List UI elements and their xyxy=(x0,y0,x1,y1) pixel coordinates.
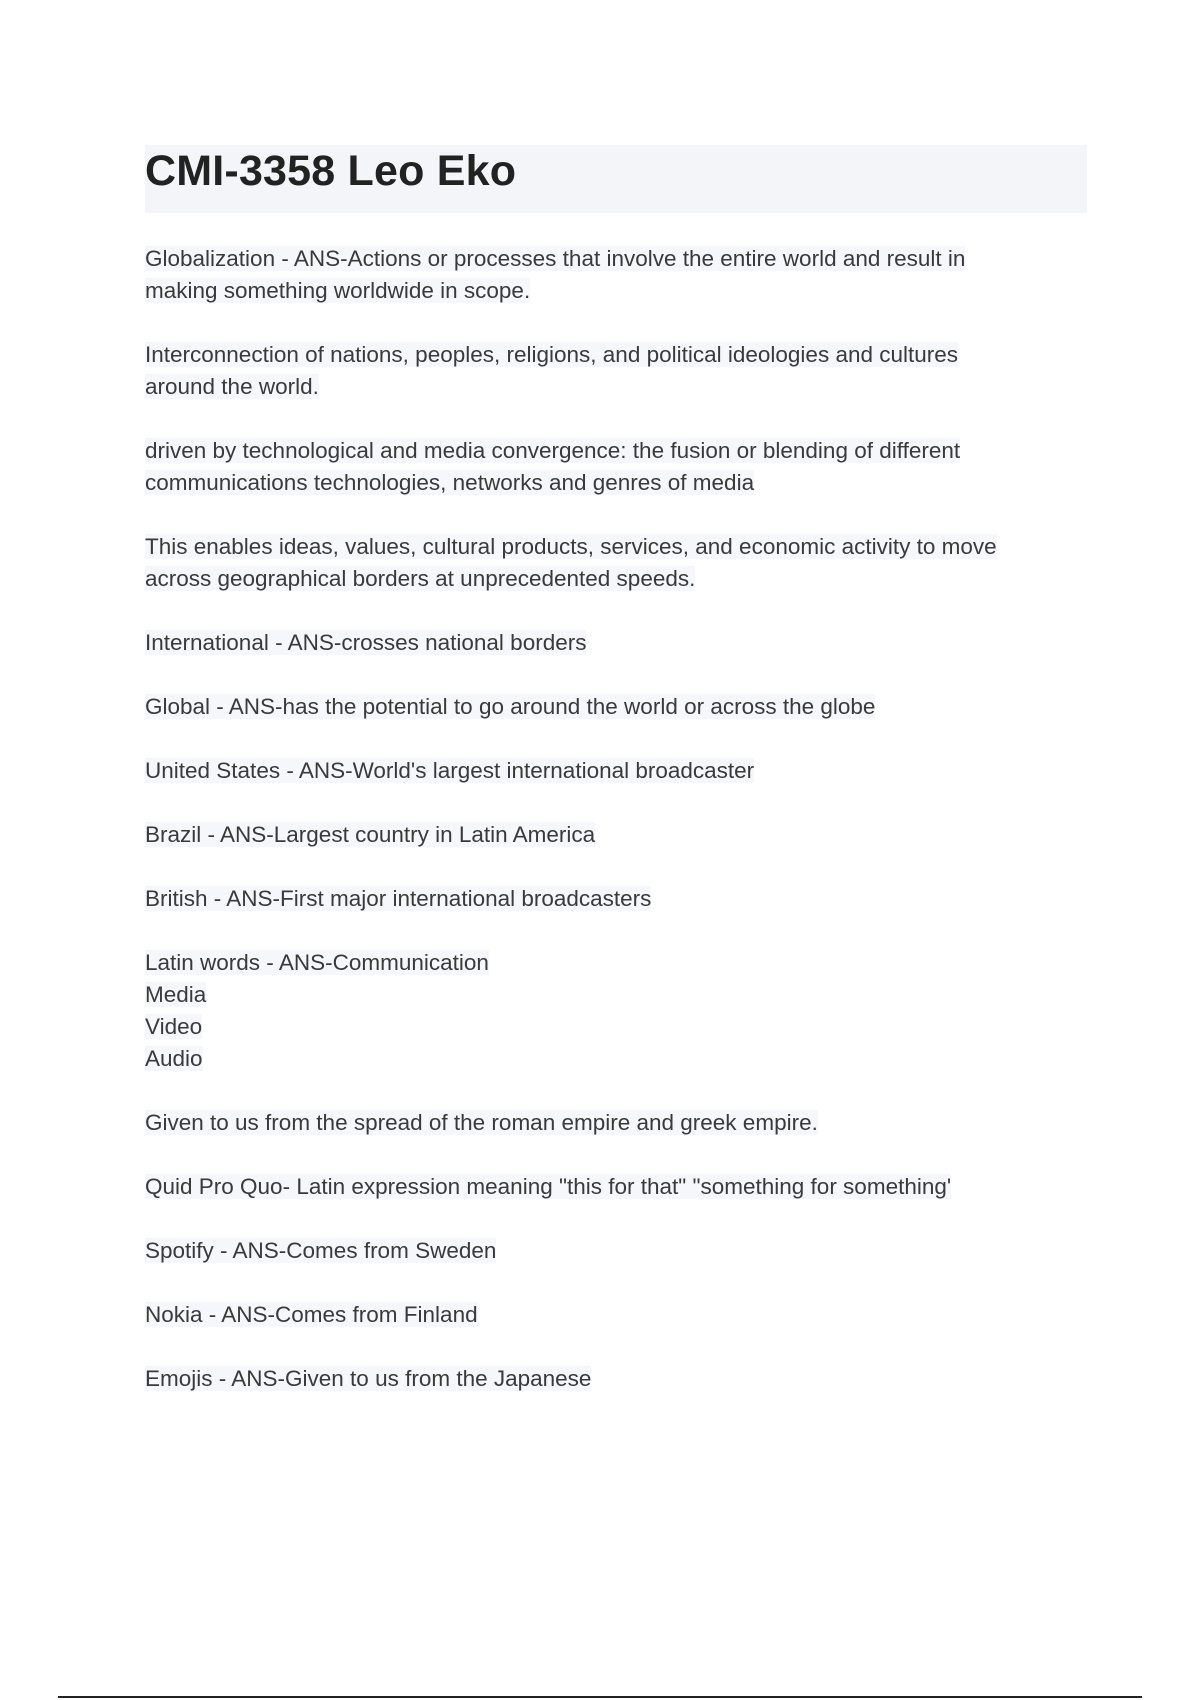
paragraph-line: Emojis - ANS-Given to us from the Japanese xyxy=(145,1366,592,1391)
paragraph-line: United States - ANS-World's largest international broadcaster xyxy=(145,758,755,783)
paragraph-line: Brazil - ANS-Largest country in Latin America xyxy=(145,822,596,847)
paragraph-line: This enables ideas, values, cultural products, services, and economic activity to move xyxy=(145,534,997,559)
paragraph-enables-ideas xyxy=(145,531,1105,595)
paragraph-brazil xyxy=(145,819,1105,851)
document-title: CMI-3358 Leo Eko xyxy=(145,147,517,195)
paragraph-spotify xyxy=(145,1235,1105,1267)
paragraph-emojis xyxy=(145,1363,1105,1395)
paragraph-line: International - ANS-crosses national borders xyxy=(145,630,587,655)
paragraph-roman-greek xyxy=(145,1107,1105,1139)
paragraph-line: Given to us from the spread of the roman empire and greek empire. xyxy=(145,1110,818,1135)
paragraph-line: around the world. xyxy=(145,374,319,399)
paragraph-media-convergence xyxy=(145,435,1105,499)
paragraph-line: Spotify - ANS-Comes from Sweden xyxy=(145,1238,497,1263)
paragraph-line: Globalization - ANS-Actions or processes that involve the entire world and result in xyxy=(145,246,966,271)
paragraph-united-states xyxy=(145,755,1105,787)
footer-divider xyxy=(58,1696,1142,1698)
paragraph-international xyxy=(145,627,1105,659)
paragraph-global xyxy=(145,691,1105,723)
paragraph-british xyxy=(145,883,1105,915)
paragraph-line: Nokia - ANS-Comes from Finland xyxy=(145,1302,478,1327)
paragraph-quid-pro-quo xyxy=(145,1171,1105,1203)
paragraph-line: across geographical borders at unprecedented speeds. xyxy=(145,566,696,591)
paragraph-line: Media xyxy=(145,982,207,1007)
paragraph-line: Global - ANS-has the potential to go around the world or across the globe xyxy=(145,694,876,719)
paragraph-line: making something worldwide in scope. xyxy=(145,278,531,303)
paragraph-latin-words xyxy=(145,947,1105,1075)
paragraph-line: communications technologies, networks and genres of media xyxy=(145,470,755,495)
paragraph-line: Audio xyxy=(145,1046,203,1071)
paragraph-interconnection xyxy=(145,339,1105,403)
paragraph-globalization xyxy=(145,243,1105,307)
paragraph-line: Quid Pro Quo- Latin expression meaning "this for that" "something for something' xyxy=(145,1174,952,1199)
paragraph-line: British - ANS-First major international broadcasters xyxy=(145,886,652,911)
paragraph-line: Latin words - ANS-Communication xyxy=(145,950,489,975)
document-body xyxy=(145,243,1105,1395)
paragraph-nokia xyxy=(145,1299,1105,1331)
paragraph-line: Video xyxy=(145,1014,203,1039)
paragraph-line: Interconnection of nations, peoples, religions, and political ideologies and cultures xyxy=(145,342,959,367)
paragraph-line: driven by technological and media convergence: the fusion or blending of different xyxy=(145,438,961,463)
